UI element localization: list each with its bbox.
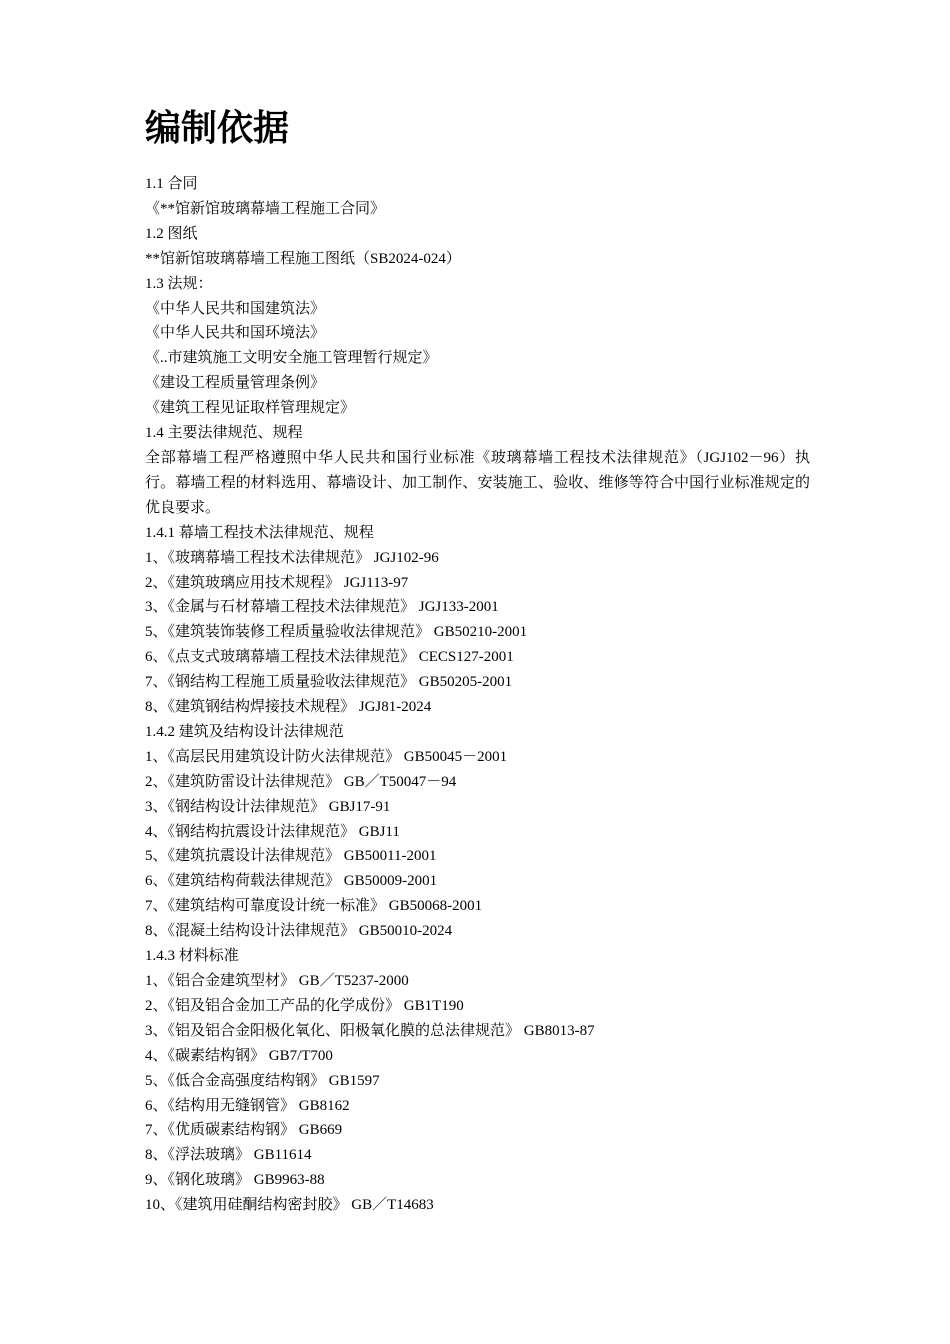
text-line: 3、《钢结构设计法律规范》 GBJ17-91: [145, 798, 391, 815]
text-line: 4、《钢结构抗震设计法律规范》 GBJ11: [145, 823, 400, 840]
text-line: 5、《低合金高强度结构钢》 GB1597: [145, 1072, 380, 1089]
text-line: 1.2 图纸: [145, 225, 198, 242]
text-line: 1.4 主要法律规范、规程: [145, 425, 303, 442]
section-block-1: [145, 172, 815, 446]
text-line: 《中华人民共和国建筑法》: [145, 300, 326, 317]
text-line: 8、《混凝土结构设计法律规范》 GB50010-2024: [145, 923, 453, 940]
text-line: 5、《建筑抗震设计法律规范》 GB50011-2001: [145, 848, 437, 865]
text-line: 1.4.3 材料标准: [145, 948, 239, 965]
text-line: 2、《建筑玻璃应用技术规程》 JGJ113-97: [145, 574, 409, 591]
body-paragraph: 全部幕墙工程严格遵照中华人民共和国行业标准《玻璃幕墙工程技术法律规范》（JGJ102－96）执行。幕墙工程的材料选用、幕墙设计、加工制作、安装施工、验收、维修等符合中国行业标准规定的优良要求。: [145, 449, 810, 516]
text-line: 7、《钢结构工程施工质量验收法律规范》 GB50205-2001: [145, 674, 513, 691]
text-line: 3、《铝及铝合金阳极化氧化、阳极氧化膜的总法律规范》 GB8013-87: [145, 1022, 595, 1039]
text-line: 《**馆新馆玻璃幕墙工程施工合同》: [145, 200, 386, 217]
text-line: 10、《建筑用硅酮结构密封胶》 GB／T14683: [145, 1197, 434, 1214]
text-line: 8、《浮法玻璃》 GB11614: [145, 1147, 312, 1164]
text-line: 7、《优质碳素结构钢》 GB669: [145, 1122, 343, 1139]
text-line: 《中华人民共和国环境法》: [145, 325, 326, 342]
text-line: 《建设工程质量管理条例》: [145, 375, 326, 392]
text-line: 1.3 法规：: [145, 275, 213, 292]
document-page: [145, 100, 815, 1218]
page-title: 编制依据: [145, 108, 290, 149]
text-line: 6、《点支式玻璃幕墙工程技术法律规范》 CECS127-2001: [145, 649, 514, 666]
text-line: 3、《金属与石材幕墙工程技术法律规范》 JGJ133-2001: [145, 599, 499, 616]
text-line: 1、《铝合金建筑型材》 GB／T5237-2000: [145, 973, 409, 989]
text-line: 7、《建筑结构可靠度设计统一标准》 GB50068-2001: [145, 898, 483, 915]
text-line: 1、《玻璃幕墙工程技术法律规范》 JGJ102-96: [145, 549, 439, 566]
text-line: 4、《碳素结构钢》 GB7/T700: [145, 1047, 333, 1064]
text-line: 6、《结构用无缝钢管》 GB8162: [145, 1097, 350, 1114]
text-line: 5、《建筑装饰装修工程质量验收法律规范》 GB50210-2001: [145, 624, 528, 641]
text-line: 1.4.2 建筑及结构设计法律规范: [145, 723, 344, 740]
text-line: 《..市建筑施工文明安全施工管理暂行规定》: [145, 350, 438, 367]
text-line: 2、《铝及铝合金加工产品的化学成份》 GB1T190: [145, 997, 464, 1014]
text-line: 6、《建筑结构荷载法律规范》 GB50009-2001: [145, 873, 438, 890]
text-line: 1.4.1 幕墙工程技术法律规范、规程: [145, 524, 374, 541]
text-line: 9、《钢化玻璃》 GB9963-88: [145, 1172, 325, 1189]
text-line: 2、《建筑防雷设计法律规范》 GB／T50047－94: [145, 773, 457, 790]
text-line: 1.1 合同: [145, 176, 198, 192]
text-line: 《建筑工程见证取样管理规定》: [145, 400, 356, 417]
text-line: 8、《建筑钢结构焊接技术规程》 JGJ81-2024: [145, 699, 432, 716]
section-block-2: [145, 521, 815, 1218]
text-line: **馆新馆玻璃幕墙工程施工图纸（SB2024-024）: [145, 250, 461, 267]
text-line: 1、《高层民用建筑设计防火法律规范》 GB50045－2001: [145, 748, 508, 765]
